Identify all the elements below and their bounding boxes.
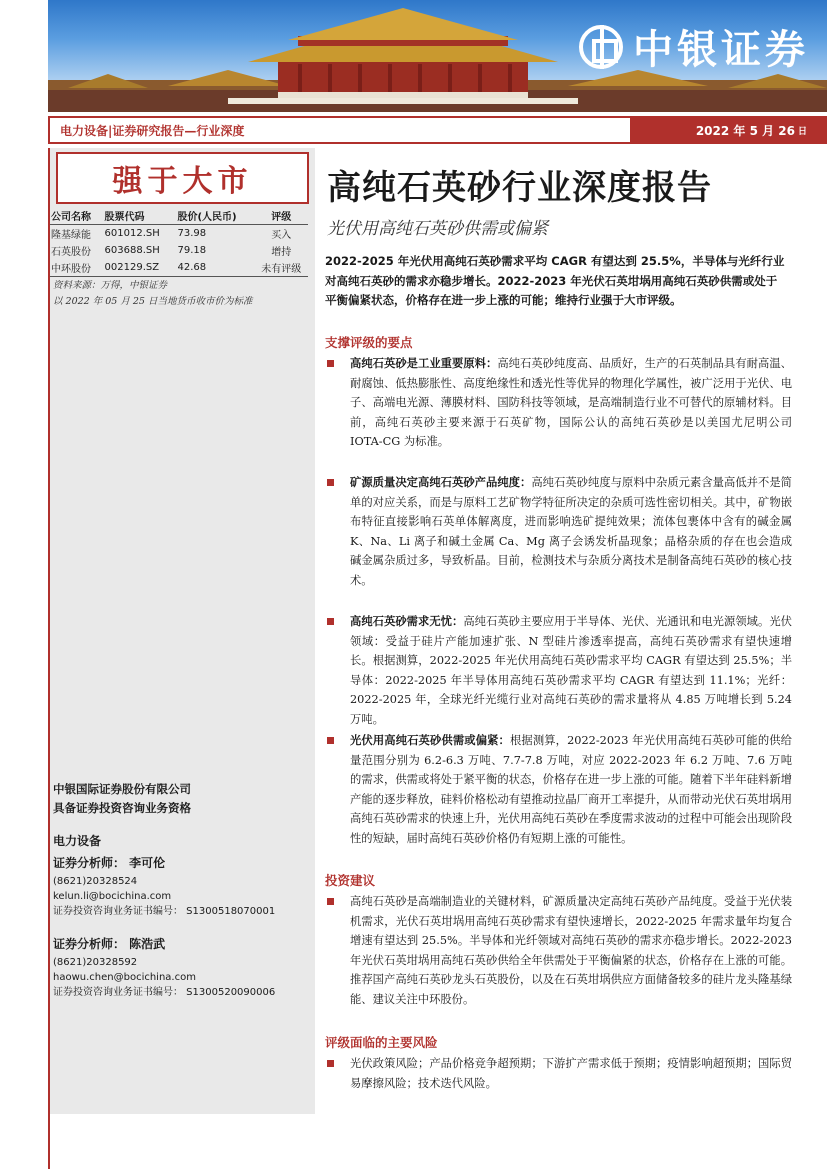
industry-rating: 强于大市: [112, 164, 253, 199]
bullet-text: 高纯石英砂纯度高、品质好，生产的石英制品具有耐高温、耐腐蚀、低热膨胀性、高度绝缘性和透光性等优异的物理化学属性，被广泛用于光伏、电子、高端电光源、薄膜材料、国防科技等领域，是高端制造行业不可替代的原辅材料。目前，高纯石英砂主要来源于石英矿物，国际公认的高纯石英砂是以美国尤尼明公司 IOTA-CG 为标准。: [350, 357, 792, 449]
cell-price: 79.18: [177, 245, 207, 256]
cell-code: 603688.SH: [104, 245, 160, 256]
bank-of-china-logo-icon: [579, 25, 623, 69]
analyst-phone: (8621)20328524: [53, 876, 138, 887]
report-category: 电力设备|证券研究报告—行业深度: [48, 116, 630, 144]
bullet-text: 高纯石英砂纯度与原料中杂质元素含量高低并不是简单的对应关系，而是与原料工艺矿物学特征所决定的杂质可选性密切相关。其中，矿物嵌布特征直接影响石英单体解离度，进而影响选矿提纯效果；流体包裹体中含有的碱金属 K、Na、Li 离子和碱土金属 Ca、Mg 离子会诱发析晶现象；晶格杂质的存在也会造成碱金属杂质过多，导致析晶。目前，检测技术与杂质分离技术是制备高纯石英砂的核心技术。: [350, 476, 792, 587]
cell-rating: 未有评级: [254, 259, 308, 277]
firm-qualification: 具备证券投资咨询业务资格: [53, 801, 191, 815]
analyst-email[interactable]: haowu.chen@bocichina.com: [53, 972, 196, 983]
sector-label: 电力设备: [53, 834, 102, 848]
bullet-item: [322, 354, 792, 452]
risk-text: 光伏政策风险；产品价格竞争超预期；下游扩产需求低于预期；疫情影响超预期；国际贸易摩擦风险；技术迭代风险。: [350, 1057, 792, 1090]
section-risk-heading: 评级面临的主要风险: [325, 1035, 438, 1050]
left-divider: [48, 148, 50, 1169]
analyst-phone: (8621)20328592: [53, 957, 138, 968]
col-price: 股价(人民币): [176, 207, 254, 225]
bullet-text: 高纯石英砂主要应用于半导体、光伏、光通讯和电光源领域。光伏领域：受益于硅片产能加速扩张、N 型硅片渗透率提高，高纯石英砂需求有望快速增长。根据测算，2022-2025 年光伏用高纯石英砂需求平均 CAGR 有望达到 25.5%；半导体：2022-2025 年半导体用高纯石英砂需求平均 CAGR 有望达到 11.1%；光纤：2022-2025 年，全球光纤光缆行业对高纯石英砂的需求量将从 4.85 万吨增长到 5.24 万吨。: [350, 615, 792, 726]
cell-code: 002129.SZ: [104, 259, 177, 277]
col-company: 公司名称: [50, 207, 104, 225]
analyst-name: 证券分析师： 李可伦: [53, 856, 166, 870]
report-date-main: 2022 年 5 月 26: [695, 123, 795, 138]
section-support-heading: 支撑评级的要点: [325, 335, 413, 350]
bullet-square-icon: [327, 618, 334, 625]
bullet-square-icon: [327, 737, 334, 744]
bullet-square-icon: [327, 898, 334, 905]
bullet-item: [322, 731, 792, 849]
cell-company: 隆基绿能: [51, 230, 91, 241]
bullet-item: [322, 473, 792, 591]
summary-paragraph: 2022-2025 年光伏用高纯石英砂需求平均 CAGR 有望达到 25.5%，半导体与光纤行业对高纯石英砂的需求亦稳步增长。2022-2023 年光伏石英坩埚用高纯石英砂供需或处于平衡偏紧状态，价格存在进一步上涨的可能；维持行业强于大市评级。: [325, 254, 785, 307]
price-basis-note: 以 2022 年 05 月 25 日当地货币收市价为标准: [53, 296, 253, 307]
table-row: [50, 225, 308, 243]
table-row: [50, 259, 308, 277]
bullet-item: [322, 612, 792, 730]
header-banner: [48, 0, 827, 112]
bullet-square-icon: [327, 1060, 334, 1067]
stock-table: [50, 207, 308, 277]
brand: [579, 18, 809, 75]
firm-name: 中银国际证券股份有限公司: [53, 782, 191, 796]
bullet-item: [322, 1054, 792, 1093]
firm-info: [53, 780, 191, 818]
bullet-item: [322, 892, 792, 1010]
analyst-card: [53, 856, 275, 919]
table-row: [50, 242, 308, 259]
cell-price: 73.98: [177, 228, 207, 239]
bullet-lead: 光伏用高纯石英砂供需或偏紧：: [350, 733, 510, 747]
analyst-card: [53, 937, 275, 1000]
rating-box: [56, 152, 309, 204]
cell-rating: 增持: [271, 247, 292, 258]
bullet-lead: 高纯石英砂需求无忧：: [350, 614, 464, 628]
bullet-square-icon: [327, 360, 334, 367]
cell-rating: 买入: [271, 230, 292, 241]
brand-name: 中银证券: [633, 27, 809, 73]
cell-company: 石英股份: [51, 247, 91, 258]
analyst-name: 证券分析师： 陈浩武: [53, 937, 166, 951]
section-invest-heading: 投资建议: [325, 873, 376, 888]
report-date: [630, 116, 827, 144]
cell-company: 中环股份: [50, 259, 104, 277]
report-subtitle: 光伏用高纯石英砂供需或偏紧: [327, 219, 548, 239]
col-rating: 评级: [254, 207, 308, 225]
bullet-lead: 高纯石英砂是工业重要原料：: [350, 356, 498, 370]
source-note: 资料来源：万得，中银证券: [53, 280, 168, 291]
invest-text: 高纯石英砂是高端制造业的关键材料，矿源质量决定高纯石英砂产品纯度。受益于光伏装机需求，光伏石英坩埚用高纯石英砂需求有望快速增长，2022-2025 年需求量年均复合增速有望达到 25.5%。半导体和光纤领域对高纯石英砂的需求亦稳步增长。2022-2023 年光伏石英坩埚用高纯石英砂供给全年供需处于平衡偏紧的状态，价格存在上涨的可能。推荐国产高纯石英砂龙头石英股份，以及在石英坩埚供应方面储备较多的硅片龙头隆基绿能、建议关注中环股份。: [350, 895, 792, 1006]
report-title: 高纯石英砂行业深度报告: [327, 168, 712, 208]
analyst-email[interactable]: kelun.li@bocichina.com: [53, 891, 172, 902]
report-header: [48, 116, 827, 144]
analyst-cert: 证券投资咨询业务证书编号： S1300518070001: [53, 906, 276, 917]
bullet-square-icon: [327, 479, 334, 486]
bullet-lead: 矿源质量决定高纯石英砂产品纯度：: [350, 475, 532, 489]
cell-code: 601012.SH: [104, 228, 160, 239]
bullet-text: 根据测算，2022-2023 年光伏用高纯石英砂可能的供给量范围分别为 6.2-6.3 万吨、7.7-7.8 万吨，对应 2022-2023 年 6.2 万吨、7.6 万吨的需求，供需或将处于紧平衡的状态，价格存在进一步上涨的可能。随着下半年硅料新增产能的逐步释放，硅料价格松动有望推动拉晶厂商开工率提升，从而带动光伏石英坩埚用高纯石英砂需求的快速上升，光伏用高纯石英砂在季度需求波动的过程中可能会出现阶段性的短缺，届时高纯石英砂价格仍有短期上涨的可能性。: [350, 734, 792, 845]
analyst-cert: 证券投资咨询业务证书编号： S1300520090006: [53, 987, 276, 998]
report-date-suffix: 日: [797, 126, 807, 137]
cell-price: 42.68: [176, 259, 254, 277]
stock-table-header: [50, 207, 308, 225]
col-code: 股票代码: [104, 207, 177, 225]
